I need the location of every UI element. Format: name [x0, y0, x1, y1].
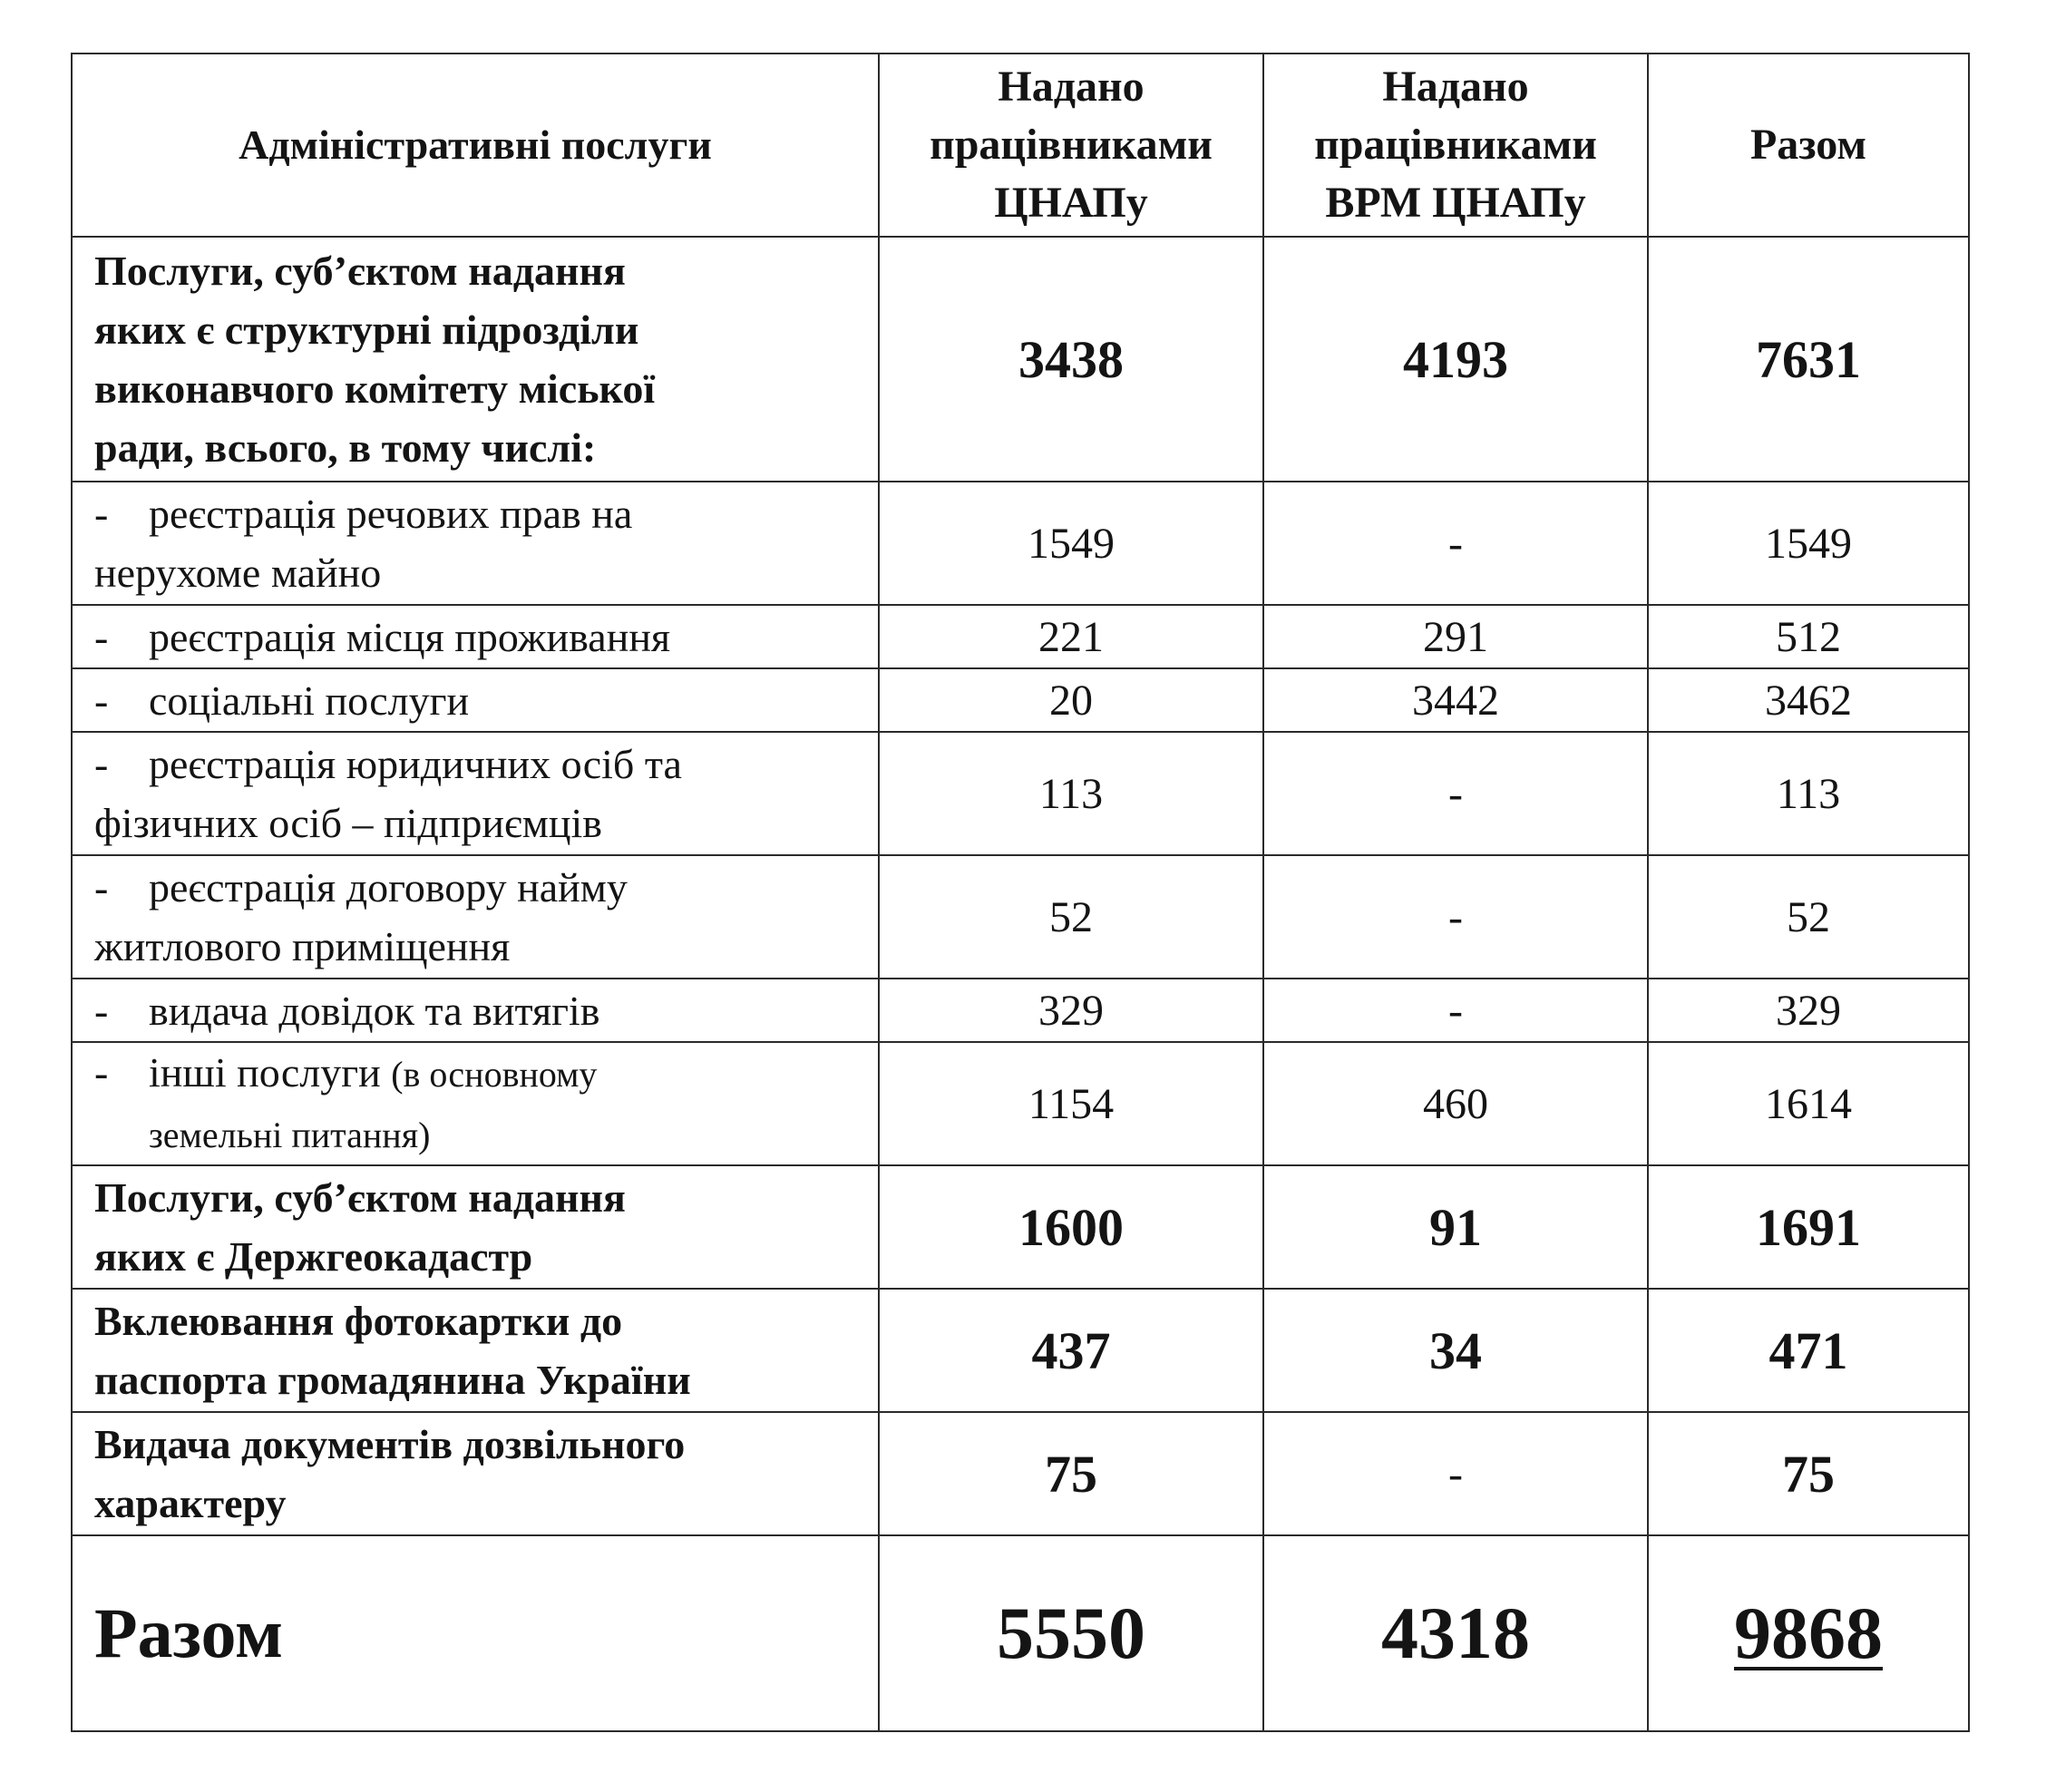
table-row	[72, 605, 1969, 668]
cell-vrm: -	[1263, 1412, 1648, 1535]
row-label: - реєстрація речових прав на нерухоме майно	[72, 482, 879, 605]
header-vrm: Надано працівниками ВРМ ЦНАПу	[1263, 54, 1648, 237]
cell-vrm: 4193	[1263, 237, 1648, 482]
cell-total: 512	[1648, 605, 1969, 668]
cell-total: 113	[1648, 732, 1969, 855]
cell-cnap: 20	[879, 668, 1263, 732]
cell-vrm: 34	[1263, 1289, 1648, 1412]
row-label: - реєстрація договору найму житлового приміщення	[72, 855, 879, 979]
list-dash: -	[94, 613, 109, 660]
table-row	[72, 1165, 1969, 1289]
cell-total: 7631	[1648, 237, 1969, 482]
cell-cnap: 437	[879, 1289, 1263, 1412]
table-row	[72, 979, 1969, 1042]
totals-grand: 9868	[1648, 1535, 1969, 1731]
list-dash: -	[94, 1049, 109, 1096]
cell-cnap: 52	[879, 855, 1263, 979]
row-label: Послуги, суб’єктом надання яких є структурні підрозділи виконавчого комітету міської ради, всього, в тому числі:	[72, 237, 879, 482]
list-dash: -	[94, 987, 109, 1034]
cell-vrm: 460	[1263, 1042, 1648, 1165]
list-dash: -	[94, 864, 109, 911]
row-label: - видача довідок та витягів	[72, 979, 879, 1042]
cell-total: 75	[1648, 1412, 1969, 1535]
totals-row	[72, 1535, 1969, 1731]
cell-cnap: 113	[879, 732, 1263, 855]
cell-cnap: 1600	[879, 1165, 1263, 1289]
totals-cnap: 5550	[879, 1535, 1263, 1731]
cell-vrm: -	[1263, 732, 1648, 855]
table-header-row	[72, 54, 1969, 237]
cell-cnap: 1549	[879, 482, 1263, 605]
table-row	[72, 855, 1969, 979]
cell-cnap: 3438	[879, 237, 1263, 482]
list-dash: -	[94, 491, 109, 537]
cell-total: 3462	[1648, 668, 1969, 732]
cell-total: 1549	[1648, 482, 1969, 605]
cell-cnap: 329	[879, 979, 1263, 1042]
list-dash: -	[94, 741, 109, 787]
table-row	[72, 1412, 1969, 1535]
row-label: - інші послуги (в основному земельні питання)	[72, 1042, 879, 1165]
cell-total: 471	[1648, 1289, 1969, 1412]
cell-cnap: 1154	[879, 1042, 1263, 1165]
row-label: Послуги, суб’єктом надання яких є Держгеокадастр	[72, 1165, 879, 1289]
cell-cnap: 221	[879, 605, 1263, 668]
table-row	[72, 1042, 1969, 1165]
table-row	[72, 732, 1969, 855]
row-label: - реєстрація юридичних осіб та фізичних осіб – підприємців	[72, 732, 879, 855]
header-total: Разом	[1648, 54, 1969, 237]
cell-total: 52	[1648, 855, 1969, 979]
cell-vrm: -	[1263, 979, 1648, 1042]
row-label: - реєстрація місця проживання	[72, 605, 879, 668]
row-label: Видача документів дозвільного характеру	[72, 1412, 879, 1535]
header-services: Адміністративні послуги	[72, 54, 879, 237]
totals-vrm: 4318	[1263, 1535, 1648, 1731]
row-label: - соціальні послуги	[72, 668, 879, 732]
cell-total: 329	[1648, 979, 1969, 1042]
cell-vrm: -	[1263, 482, 1648, 605]
cell-vrm: 291	[1263, 605, 1648, 668]
cell-cnap: 75	[879, 1412, 1263, 1535]
cell-vrm: -	[1263, 855, 1648, 979]
header-cnap: Надано працівниками ЦНАПу	[879, 54, 1263, 237]
list-dash: -	[94, 677, 109, 724]
table-row	[72, 668, 1969, 732]
cell-vrm: 91	[1263, 1165, 1648, 1289]
table-row	[72, 237, 1969, 482]
row-label: Вклеювання фотокартки до паспорта громадянина України	[72, 1289, 879, 1412]
cell-total: 1691	[1648, 1165, 1969, 1289]
table-row	[72, 1289, 1969, 1412]
totals-label: Разом	[72, 1535, 879, 1731]
services-table	[71, 53, 1970, 1732]
cell-vrm: 3442	[1263, 668, 1648, 732]
cell-total: 1614	[1648, 1042, 1969, 1165]
table-row	[72, 482, 1969, 605]
